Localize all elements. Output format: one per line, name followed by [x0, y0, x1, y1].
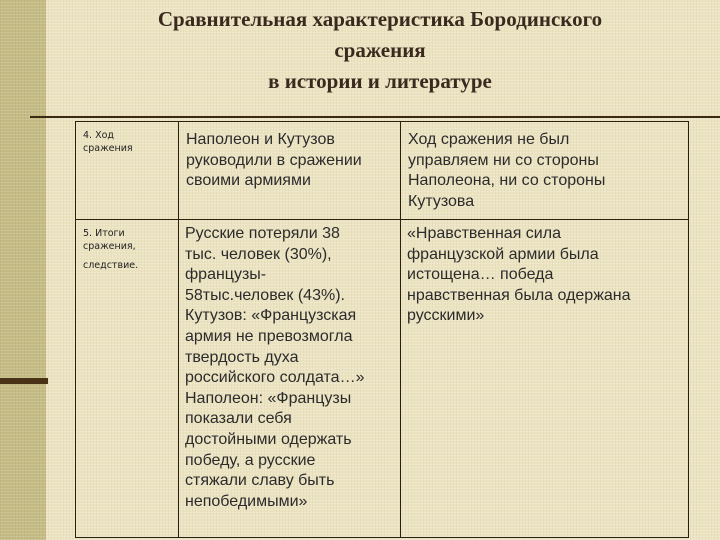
left-decor-stripe	[0, 0, 46, 540]
literature-text-line: русскими»	[407, 307, 485, 325]
history-text-line: французы-	[185, 266, 267, 284]
history-cell	[179, 220, 401, 538]
history-cell	[179, 122, 401, 220]
row-label-line: сражения,	[83, 241, 136, 252]
literature-text-line: французской армии была	[407, 245, 599, 263]
table-row	[76, 220, 689, 538]
literature-cell	[401, 122, 689, 220]
table-row	[76, 122, 689, 220]
row-label-line: следствие.	[83, 260, 139, 271]
row-label-line: 5. Итоги	[83, 228, 125, 239]
history-text-line: стяжали славу быть	[185, 472, 335, 490]
literature-cell	[401, 220, 689, 538]
row-label-cell	[76, 122, 179, 220]
title-divider	[30, 116, 720, 118]
title-line: в истории и литературе	[268, 69, 492, 93]
literature-text-line: Кутузова	[408, 192, 475, 210]
history-text-line: достойными одержать	[185, 430, 352, 448]
literature-text-line: Ход сражения не был	[408, 131, 570, 148]
title-line: сражения	[334, 38, 426, 62]
slide-title	[90, 4, 670, 97]
row-label-cell	[76, 220, 179, 538]
history-text-line: Наполеон: «Французы	[185, 389, 352, 407]
history-text-line: руководили в сражении	[186, 151, 362, 169]
title-line: Сравнительная характеристика Бородинского	[157, 7, 603, 31]
history-text-line: российского солдата…»	[185, 369, 365, 387]
history-text-line: Наполеон и Кутузов	[186, 131, 335, 148]
history-text-line: Русские потеряли 38	[185, 225, 340, 242]
history-text-line: своими армиями	[186, 172, 311, 190]
history-text-line: тыс. человек (30%),	[185, 245, 332, 263]
literature-text-line: нравственная была одержана	[407, 286, 631, 304]
side-accent-bar	[0, 378, 48, 384]
comparison-table	[75, 121, 689, 538]
history-text-line: победу, а русские	[185, 451, 316, 469]
literature-text-line: истощена… победа	[407, 266, 554, 284]
history-text-line: непобедимыми»	[185, 492, 308, 510]
literature-text-line: Наполеона, ни со стороны	[408, 172, 606, 190]
history-text-line: твердость духа	[185, 348, 299, 366]
history-text-line: армия не превозмогла	[185, 327, 353, 345]
literature-text-line: управляем ни со стороны	[408, 151, 599, 169]
row-label-line: сражения	[83, 143, 133, 154]
history-text-line: 58тыс.человек (43%).	[185, 286, 345, 304]
literature-text-line: «Нравственная сила	[407, 225, 561, 242]
row-label-line: 4. Ход	[83, 130, 114, 141]
history-text-line: Кутузов: «Французская	[185, 307, 357, 325]
history-text-line: показали себя	[185, 410, 292, 428]
